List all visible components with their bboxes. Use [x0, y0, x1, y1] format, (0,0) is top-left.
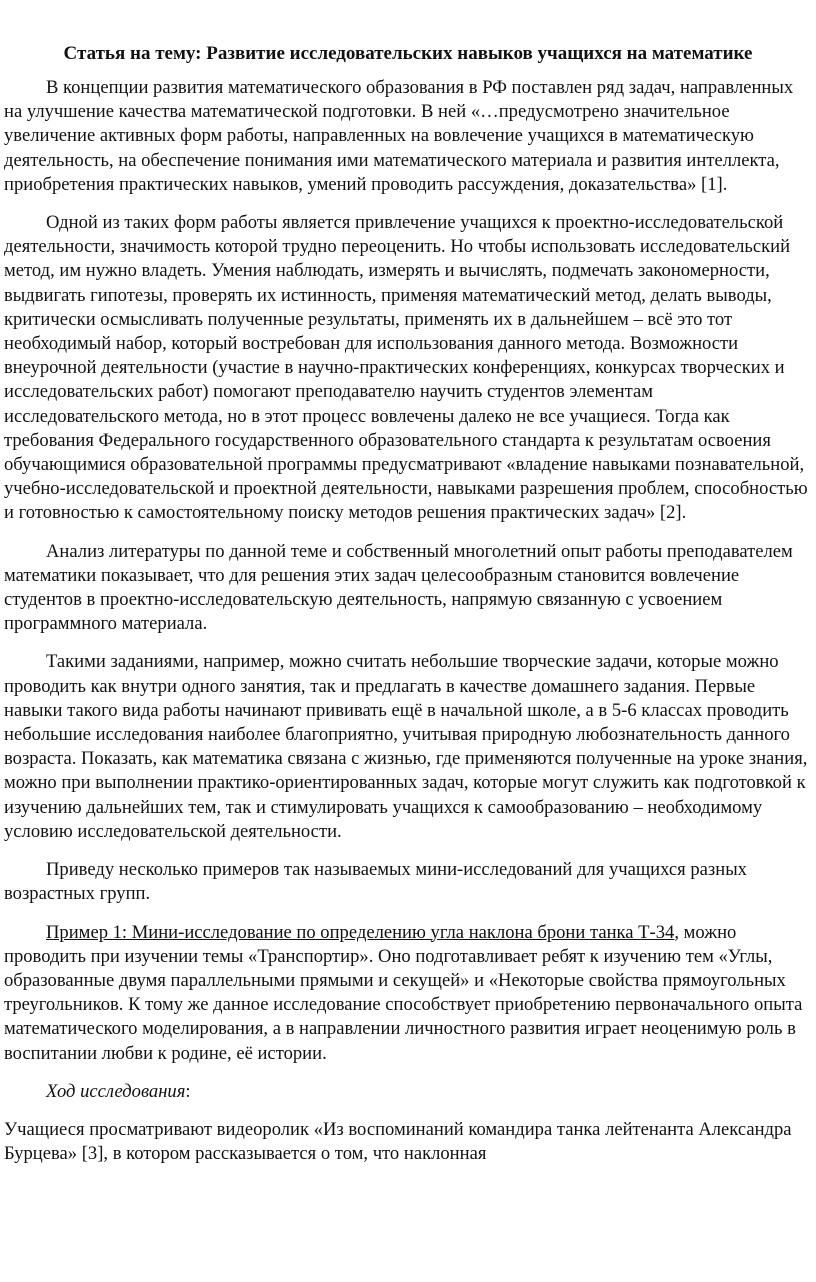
paragraph-last: Учащиеся просматривают видеоролик «Из воспоминаний командира танка лейтенанта Александра Бурцева» [3], в котором рассказывается о том, что наклонная: [4, 1118, 792, 1165]
paragraph-2: Одной из таких форм работы является привлечение учащихся к проектно-исследовательской деятельности, значимость которой трудно переоценить. Но чтобы использовать исследовательский метод, им нужно владеть. Умения наблюдать, измерять и вычислять, подмечать закономерности, выдвигать гипотезы, проверять их истинность, применяя математический метод, делать выводы, критически осмысливать полученные результаты, применять их в дальнейшем – всё это тот необходимый набор, который востребован для использования данного метода. Возможности внеурочной деятельности (участие в научно-практических конференциях, конкурсах творческих и исследовательских работ) помогают преподавателю научить студентов элементам исследовательского метода, но в этот процесс вовлечены далеко не все учащиеся. Тогда как требования Федерального государственного образовательного стандарта к результатам освоения обучающимися образовательной программы предусматривают «владение навыками познавательной, учебно-исследовательской и проектной деятельности, навыками разрешения проблем, способностью и готовностью к самостоятельному поиску методов решения практических задач» [2].: [4, 212, 808, 524]
paragraph-5: Приведу несколько примеров так называемых мини-исследований для учащихся разных возрастных групп.: [4, 859, 747, 905]
paragraph-1: В концепции развития математического образования в РФ поставлен ряд задач, направленных на улучшение качества математической подготовки. В ней «…предусмотрено значительное увеличение активных форм работы, направленных на вовлечение учащихся в математическую деятельность, на обеспечение понимания ими математического материала и развития интеллекта, приобретения практических навыков, умений проводить рассуждения, доказательства» [1].: [4, 77, 794, 195]
procedure-label: Ход исследования: [46, 1080, 186, 1102]
example-paragraph: [4, 921, 812, 1066]
example-text: , можно проводить при изучении темы «Транспортир». Оно подготавливает ребят к изучению тем «Углы, образованные двумя параллельными прямыми и секущей» и «Некоторые свойства прямоугольных треугольников. К тому же данное исследование способствует приобретению первоначального опыта математического моделирования, а в направлении личностного развития играет неоценимую роль в воспитании любви к родине, её истории.: [4, 921, 803, 1064]
article-title: Статья на тему: Развитие исследовательских навыков учащихся на математике: [63, 43, 753, 64]
paragraph-3: Анализ литературы по данной теме и собственный многолетний опыт работы преподавателем математики показывает, что для решения этих задач целесообразным становится вовлечение студентов в проектно-исследовательскую деятельность, напрямую связанную с усвоением программного материала.: [4, 540, 793, 635]
paragraph-4: Такими заданиями, например, можно считать небольшие творческие задачи, которые можно проводить как внутри одного занятия, так и предлагать в качестве домашнего задания. Первые навыки такого вида работы начинают прививать ещё в начальной школе, а в 5-6 классах проводить небольшие исследования наиболее благоприятно, учитывая природную любознательность данного возраста. Показать, как математика связана с жизнью, где применяются полученные на уроке знания, можно при выполнении практико-ориентированных задач, которые могут служить как подготовкой к изучению дальнейших тем, так и стимулировать учащихся к самообразованию – необходимому условию исследовательской деятельности.: [4, 651, 808, 842]
procedure-paragraph: [4, 1080, 812, 1104]
procedure-suffix: :: [185, 1080, 191, 1102]
example-heading: Пример 1: Мини-исследование по определению угла наклона брони танка Т-34: [46, 921, 675, 943]
